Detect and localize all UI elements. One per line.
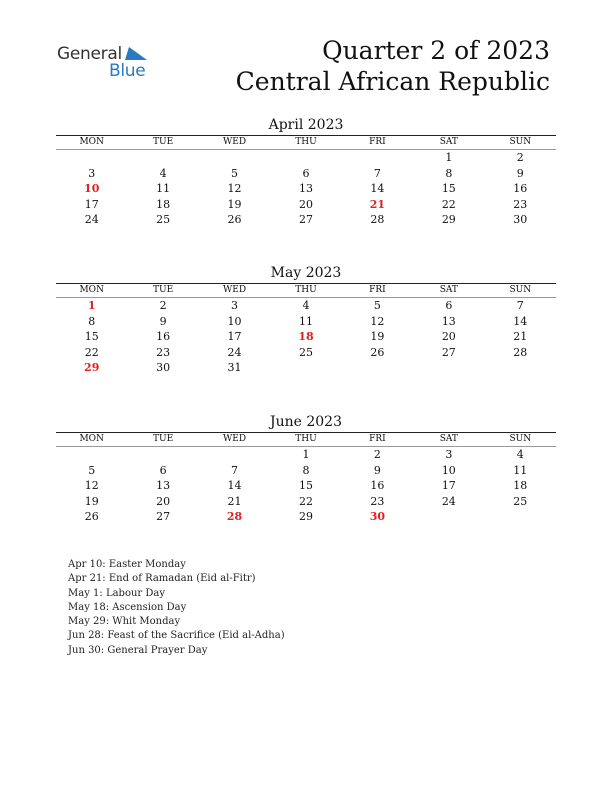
day-cell: 28 bbox=[513, 345, 528, 359]
holiday-day-cell: 30 bbox=[369, 510, 386, 523]
empty-day-cell bbox=[413, 360, 484, 376]
day-cell: 29 bbox=[441, 213, 456, 226]
day-cell: 5 bbox=[88, 463, 96, 477]
day-cell: 27 bbox=[441, 345, 456, 359]
day-cell: 6 bbox=[159, 463, 167, 477]
holiday-item: May 29: Whit Monday bbox=[68, 616, 181, 628]
day-cell: 11 bbox=[513, 463, 528, 477]
weekday-header-fri: FRI bbox=[342, 433, 413, 447]
week-row bbox=[56, 150, 556, 166]
title-quarter: Quarter 2 of 2023 bbox=[322, 36, 550, 65]
holiday-day-cell: 28 bbox=[226, 510, 243, 523]
day-cell: 2 bbox=[373, 448, 381, 461]
day-cell: 5 bbox=[373, 299, 381, 312]
day-cell: 18 bbox=[513, 479, 528, 492]
week-row bbox=[56, 298, 556, 314]
empty-day-cell bbox=[127, 150, 198, 166]
calendar-grid bbox=[56, 136, 556, 228]
holiday-list bbox=[68, 558, 285, 658]
holiday-day-cell: 10 bbox=[84, 182, 100, 195]
day-cell: 30 bbox=[156, 361, 171, 374]
weekday-header-thu: THU bbox=[270, 136, 341, 150]
day-cell: 12 bbox=[84, 479, 99, 492]
day-cell: 16 bbox=[156, 330, 171, 343]
holiday-item: Apr 10: Easter Monday bbox=[68, 559, 186, 570]
day-cell: 26 bbox=[227, 213, 242, 226]
day-cell: 22 bbox=[84, 345, 99, 359]
calendar-grid bbox=[56, 284, 556, 376]
month-title: June 2023 bbox=[269, 414, 342, 430]
empty-day-cell bbox=[56, 150, 127, 166]
day-cell: 14 bbox=[370, 182, 385, 195]
page-title bbox=[236, 36, 550, 98]
week-row bbox=[56, 447, 556, 463]
empty-day-cell bbox=[342, 360, 413, 376]
weekday-header-sun: SUN bbox=[485, 136, 556, 150]
day-cell: 28 bbox=[370, 213, 385, 226]
day-cell: 20 bbox=[298, 197, 313, 211]
day-cell: 27 bbox=[298, 213, 313, 226]
day-cell: 3 bbox=[88, 166, 96, 180]
month-title: May 2023 bbox=[270, 265, 342, 281]
weekday-header-wed: WED bbox=[199, 136, 270, 150]
day-cell: 25 bbox=[156, 213, 171, 226]
holiday-day-cell: 21 bbox=[369, 197, 386, 211]
day-cell: 12 bbox=[227, 182, 242, 195]
day-cell: 19 bbox=[370, 330, 385, 343]
day-cell: 15 bbox=[298, 479, 313, 492]
day-cell: 11 bbox=[298, 314, 313, 328]
empty-day-cell bbox=[199, 150, 270, 166]
day-cell: 13 bbox=[441, 314, 456, 328]
day-cell: 14 bbox=[227, 479, 242, 492]
month-may bbox=[56, 263, 556, 376]
empty-day-cell bbox=[56, 447, 127, 463]
day-cell: 6 bbox=[302, 166, 310, 180]
day-cell: 8 bbox=[88, 314, 96, 328]
logo-word-general: General bbox=[57, 44, 122, 64]
day-cell: 18 bbox=[156, 197, 171, 211]
empty-day-cell bbox=[270, 150, 341, 166]
weekday-header-fri: FRI bbox=[342, 284, 413, 298]
month-april bbox=[56, 115, 556, 228]
day-cell: 16 bbox=[370, 479, 385, 492]
day-cell: 7 bbox=[373, 166, 381, 180]
day-cell: 22 bbox=[441, 197, 456, 211]
day-cell: 30 bbox=[513, 213, 528, 226]
holiday-item: Jun 30: General Prayer Day bbox=[68, 644, 208, 656]
day-cell: 19 bbox=[84, 494, 99, 508]
weekday-header-tue: TUE bbox=[127, 433, 198, 447]
weekday-header-sat: SAT bbox=[413, 136, 484, 150]
day-cell: 9 bbox=[373, 463, 381, 477]
weekday-header-mon: MON bbox=[56, 136, 127, 150]
day-cell: 8 bbox=[302, 463, 310, 477]
weekday-header-row bbox=[56, 284, 556, 298]
weekday-header-row bbox=[56, 136, 556, 150]
logo-word-blue: Blue bbox=[109, 61, 146, 81]
weekday-header-row bbox=[56, 433, 556, 447]
empty-day-cell bbox=[485, 360, 556, 376]
day-cell: 13 bbox=[298, 182, 313, 195]
day-cell: 16 bbox=[513, 182, 528, 195]
empty-day-cell bbox=[199, 447, 270, 463]
holiday-item: May 1: Labour Day bbox=[68, 587, 165, 599]
empty-day-cell bbox=[127, 447, 198, 463]
weekday-header-thu: THU bbox=[270, 284, 341, 298]
week-row bbox=[56, 314, 556, 330]
day-cell: 11 bbox=[156, 182, 171, 195]
weekday-header-wed: WED bbox=[199, 433, 270, 447]
weekday-header-thu: THU bbox=[270, 433, 341, 447]
weekday-header-tue: TUE bbox=[127, 136, 198, 150]
holiday-item: May 18: Ascension Day bbox=[68, 601, 187, 613]
weekday-header-fri: FRI bbox=[342, 136, 413, 150]
day-cell: 20 bbox=[441, 330, 456, 343]
day-cell: 10 bbox=[227, 314, 242, 328]
title-country: Central African Republic bbox=[235, 67, 550, 96]
calendar-grid bbox=[56, 433, 556, 525]
day-cell: 15 bbox=[84, 330, 99, 343]
day-cell: 24 bbox=[84, 213, 99, 226]
holiday-item: Apr 21: End of Ramadan (Eid al-Fitr) bbox=[68, 573, 256, 585]
day-cell: 21 bbox=[227, 494, 242, 508]
holiday-item: Jun 28: Feast of the Sacrifice (Eid al-Adha) bbox=[68, 630, 285, 642]
week-row bbox=[56, 329, 556, 345]
holiday-day-cell: 1 bbox=[87, 299, 96, 312]
day-cell: 23 bbox=[513, 197, 528, 211]
day-cell: 14 bbox=[513, 314, 528, 328]
day-cell: 2 bbox=[516, 151, 524, 164]
day-cell: 4 bbox=[302, 299, 310, 312]
empty-day-cell bbox=[413, 509, 484, 525]
weekday-header-mon: MON bbox=[56, 433, 127, 447]
month-title: April 2023 bbox=[268, 117, 344, 133]
day-cell: 3 bbox=[231, 299, 239, 312]
day-cell: 5 bbox=[231, 166, 239, 180]
day-cell: 17 bbox=[227, 330, 242, 343]
empty-day-cell bbox=[485, 509, 556, 525]
day-cell: 1 bbox=[445, 151, 453, 164]
day-cell: 21 bbox=[513, 330, 528, 343]
day-cell: 27 bbox=[156, 510, 171, 523]
weekday-header-tue: TUE bbox=[127, 284, 198, 298]
week-row bbox=[56, 463, 556, 479]
week-row bbox=[56, 509, 556, 525]
week-row bbox=[56, 181, 556, 197]
empty-day-cell bbox=[342, 150, 413, 166]
logo bbox=[57, 44, 157, 84]
weekday-header-wed: WED bbox=[199, 284, 270, 298]
day-cell: 1 bbox=[302, 448, 310, 461]
week-row bbox=[56, 212, 556, 228]
day-cell: 26 bbox=[84, 510, 99, 523]
day-cell: 8 bbox=[445, 166, 453, 180]
day-cell: 7 bbox=[231, 463, 239, 477]
day-cell: 9 bbox=[159, 314, 167, 328]
day-cell: 26 bbox=[370, 345, 385, 359]
day-cell: 24 bbox=[441, 494, 456, 508]
week-row bbox=[56, 478, 556, 494]
day-cell: 6 bbox=[445, 299, 453, 312]
day-cell: 15 bbox=[441, 182, 456, 195]
day-cell: 23 bbox=[370, 494, 385, 508]
weekday-header-mon: MON bbox=[56, 284, 127, 298]
day-cell: 20 bbox=[156, 494, 171, 508]
day-cell: 3 bbox=[445, 448, 453, 461]
holiday-day-cell: 18 bbox=[298, 330, 314, 343]
day-cell: 2 bbox=[159, 299, 167, 312]
week-row bbox=[56, 345, 556, 361]
holiday-day-cell: 29 bbox=[84, 361, 100, 374]
day-cell: 17 bbox=[84, 197, 99, 211]
weekday-header-sun: SUN bbox=[485, 433, 556, 447]
day-cell: 12 bbox=[370, 314, 385, 328]
day-cell: 22 bbox=[298, 494, 313, 508]
day-cell: 4 bbox=[159, 166, 167, 180]
day-cell: 19 bbox=[227, 197, 242, 211]
empty-day-cell bbox=[270, 360, 341, 376]
month-june bbox=[56, 412, 556, 525]
day-cell: 25 bbox=[513, 494, 528, 508]
day-cell: 24 bbox=[227, 345, 242, 359]
day-cell: 17 bbox=[441, 479, 456, 492]
day-cell: 10 bbox=[441, 463, 456, 477]
week-row bbox=[56, 494, 556, 510]
week-row bbox=[56, 197, 556, 213]
day-cell: 25 bbox=[298, 345, 313, 359]
day-cell: 9 bbox=[516, 166, 524, 180]
day-cell: 4 bbox=[516, 448, 524, 461]
weekday-header-sat: SAT bbox=[413, 284, 484, 298]
day-cell: 13 bbox=[156, 479, 171, 492]
weekday-header-sat: SAT bbox=[413, 433, 484, 447]
day-cell: 7 bbox=[516, 299, 524, 312]
week-row bbox=[56, 166, 556, 182]
day-cell: 29 bbox=[298, 510, 313, 523]
day-cell: 23 bbox=[156, 345, 171, 359]
weekday-header-sun: SUN bbox=[485, 284, 556, 298]
week-row bbox=[56, 360, 556, 376]
day-cell: 31 bbox=[227, 361, 242, 374]
